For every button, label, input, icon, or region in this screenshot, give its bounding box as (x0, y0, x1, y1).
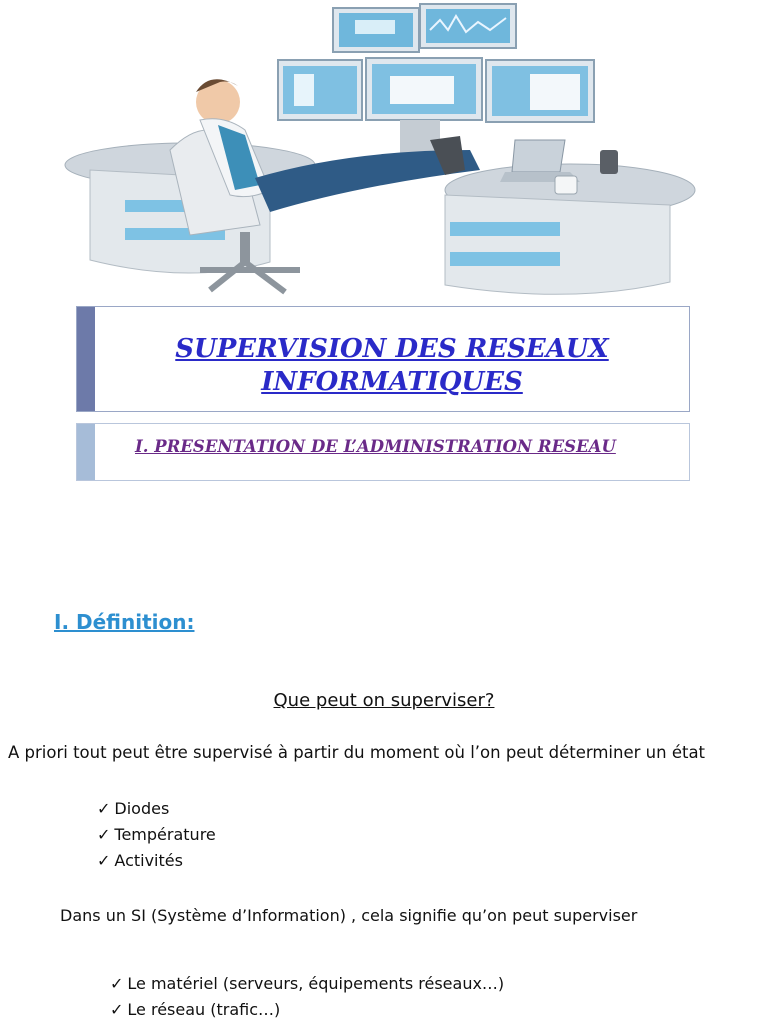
check-icon: ✓ (110, 1000, 124, 1019)
list-item-text: Le réseau (trafic…) (127, 1000, 281, 1019)
list-item (97, 796, 216, 822)
check-icon: ✓ (97, 851, 111, 870)
question-text: Que peut on superviser? (273, 690, 495, 711)
title-accent-bar (77, 307, 95, 411)
list-item (97, 848, 216, 874)
monitor-icon (366, 58, 482, 120)
intro-paragraph: A priori tout peut être supervisé à partir du moment où l’on peut déterminer un état (8, 743, 706, 762)
list-item-text: Activités (114, 851, 183, 870)
check-icon: ✓ (97, 799, 111, 818)
list-item-text: Diodes (114, 799, 170, 818)
state-list (97, 796, 216, 874)
subtitle-accent-bar (77, 424, 95, 480)
monitor-icon (333, 8, 419, 52)
monitor-icon (278, 60, 362, 120)
check-icon: ✓ (97, 825, 111, 844)
title-line-1: SUPERVISION DES RESEAUX (175, 334, 609, 364)
document-title (95, 333, 689, 399)
mug-icon (555, 176, 577, 194)
supervision-list (110, 971, 504, 1023)
monitor-icon (420, 4, 516, 48)
title-line-2: INFORMATIQUES (261, 367, 523, 397)
phone-icon (600, 150, 618, 174)
document-title-box (76, 306, 690, 412)
monitor-icon (486, 60, 594, 122)
list-item-text: Température (114, 825, 216, 844)
supervision-desk-illustration (60, 0, 700, 300)
list-item (110, 997, 504, 1023)
list-item (110, 971, 504, 997)
si-paragraph: Dans un SI (Système d’Information) , cela signifie qu’on peut superviser (60, 906, 638, 925)
list-item-text: Le matériel (serveurs, équipements réseaux…) (127, 974, 505, 993)
subtitle-box (76, 423, 690, 481)
subtitle-text: I. PRESENTATION DE L’ADMINISTRATION RESEAU (135, 437, 616, 456)
list-item (97, 822, 216, 848)
section-heading: I. Définition: (54, 610, 195, 634)
check-icon: ✓ (110, 974, 124, 993)
